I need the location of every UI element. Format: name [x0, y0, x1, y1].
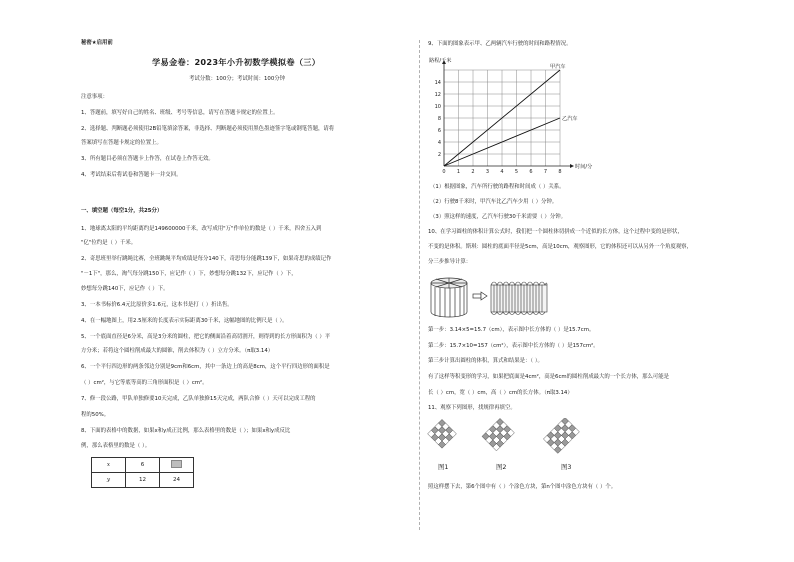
q10-line: 分三步推导计算：: [428, 259, 472, 265]
q11-question: 照这样摆下去，第6个图中有（ ）个涂色方块，第n个图中涂色方块有（ ）个。: [428, 484, 617, 490]
q10-step: 长（ ）cm，宽（ ）cm，高（ ）cm的长方体。（π取3.14）: [428, 390, 573, 396]
y-tick-label: 6: [437, 127, 441, 134]
q9-intro: 9、下面的图象表示甲、乙两辆汽车行驶的时间和路程情况。: [428, 41, 572, 47]
table-y-label: y: [92, 473, 126, 488]
note-line: 答案填写在答题卡规定的位置上。: [81, 140, 162, 146]
series-label: 甲汽车: [550, 64, 566, 70]
question-line: 程的50%。: [81, 412, 110, 418]
note-line: 1、答题前，填写好自己的姓名、班级、考号等信息，请写在答题卡规定的位置上。: [81, 110, 279, 116]
exam-info: 考试分数：100分；考试时间：100分钟: [189, 76, 286, 82]
secret-label: 秘密★启用前: [81, 40, 113, 46]
question-line: 4、在一幅地图上，用2.5厘米的长度表示实际距离30千米，这幅地图的比例尺是（ ）。: [81, 318, 288, 324]
page-title: 学易金卷：2023年小升初数学模拟卷（三）: [152, 57, 321, 67]
y-tick-label: 12: [434, 91, 441, 98]
note-line: 4、考试结束后将试卷和答题卡一并交回。: [81, 172, 182, 178]
question-line: 方分米；若将这个圆柱削成最大的圆锥，削去体积为（ ）立方分米。（π取3.14）: [81, 348, 274, 354]
x-tick-label: 6: [529, 169, 533, 175]
y-tick-label: 14: [434, 79, 441, 86]
x-tick-label: 3: [485, 169, 490, 175]
q10-line: 不变的是体积。斯琪：圆柱的底面半径是5cm，高是10cm，观察图形，它的体积还可以从另外一个角度观察，: [428, 244, 692, 250]
q9-line: （3）照这样的速度，乙汽车行驶30千米需要（ ）分钟。: [430, 214, 566, 220]
question-line: 8、下面的表格中的数据，如果x和y成正比例，那么表格里的数是（ ）；如果x和y成反比: [81, 428, 291, 434]
x-tick-label: 1: [456, 169, 461, 175]
cuboid-icon: [491, 282, 547, 315]
question-line: 6、一个平行四边形的两条邻边分别是9cm和6cm，其中一条边上的高是8cm，这个平行四边形的面积是: [81, 364, 330, 370]
cylinder-to-cuboid-figure: [427, 272, 557, 322]
scribble-icon: [171, 460, 182, 468]
q10-step: 第二步：15.7×10=157（cm²），表示图中长方体的（ ）是157cm²。: [428, 343, 599, 349]
x-tick-label: 5: [514, 169, 519, 175]
q10-step: 有了这样等积变形的学习，如果把底面是4cm²，高是6cm的圆柱削成最大的一个长方体，那么可能是: [428, 374, 670, 380]
question-line: 3、一本书标价6.4元比原价多1.6元，这本书是打（ ）折出售。: [81, 302, 233, 308]
question-line: 5、一个底面直径是6分米，高是3分米的圆柱，把它的侧面沿着高切割开，则得到的长方形面积为（ ）平: [81, 334, 331, 340]
question-line: 1、地球离太阳的平均距离约是149600000千米，改写成用"万"作单位的数是（ ）千米，四舍五入到: [81, 226, 322, 232]
y-tick-label: 10: [434, 103, 441, 110]
y-tick-label: 4: [437, 139, 441, 146]
chart-axes: [429, 56, 593, 170]
section-heading: 一、填空题（每空1分，共25分）: [81, 208, 163, 214]
x-tick-label: 4: [500, 169, 504, 175]
x-tick-label: 2: [471, 169, 475, 175]
q11-intro: 11、观察下列图形，找规律再填空。: [428, 405, 516, 411]
x-tick-label: 0: [442, 169, 446, 175]
table-x-label: x: [92, 458, 126, 473]
question-line: 例，那么表格里的数是（ ）。: [81, 443, 151, 449]
distance-time-chart: [425, 56, 595, 178]
y-axis-label: 路程/千米: [429, 58, 452, 64]
column-divider: [419, 40, 420, 530]
question-line: "－1下"，那么，淘气每分跳150下，应记作（ ）下，妙想每分跳132下，应记作（ ）下，: [81, 271, 297, 277]
q10-step: 第三步计算出圆柱的体积，算式和结果是：（ ）。: [428, 358, 543, 364]
table-blank-cell: [160, 458, 194, 473]
q10-line: 10、在学习圆柱的体积计算公式时，我们把一个圆柱体切拼成一个近似的长方体，这个过程中变的是形状，: [428, 229, 683, 235]
chart-series: [444, 62, 578, 166]
figure-1-label: 图1: [438, 463, 449, 471]
cylinder-icon: [431, 278, 467, 317]
q9-line: （1）根据图象，汽车所行驶的路程和时间成（ ）关系。: [430, 184, 565, 190]
table-cell: 24: [160, 473, 194, 488]
table-cell: 12: [126, 473, 160, 488]
y-tick-label: 8: [437, 115, 441, 122]
series-label: 乙汽车: [562, 116, 578, 122]
x-tick-label: 8: [558, 169, 562, 175]
q9-line: （2）行驶8千米时，甲汽车比乙汽车少用（ ）分钟。: [430, 199, 558, 205]
x-axis-label: 时间/分: [575, 164, 593, 170]
table-cell: 6: [126, 458, 160, 473]
question-line: 妙想每分跳140下，应记作（ ）下。: [81, 286, 169, 292]
question-line: "亿"位约是（ ）千米。: [81, 240, 137, 246]
notes-heading: 注意事项：: [81, 94, 108, 100]
question-line: 7、修一段公路，甲队单独修要10天完成，乙队单独修15天完成，两队合修（ ）天可以完成工程的: [81, 396, 316, 402]
figure-2-label: 图2: [496, 463, 507, 471]
arrow-icon: [473, 292, 487, 300]
question-line: （ ）cm²，与它等底等高的三角形面积是（ ）cm²。: [81, 380, 208, 386]
question-line: 2、奇思班里举行跳绳比赛，全班跳绳平均成绩是每分140下，奇思每分能跳139下，如果奇思的成绩记作: [81, 256, 332, 262]
figure-3-label: 图3: [561, 463, 572, 471]
x-axis-arrow-icon: [570, 164, 574, 168]
proportion-table: [91, 457, 194, 488]
pattern-figures: [425, 418, 605, 458]
note-line: 3、所有题目必须在答题卡上作答，在试卷上作答无效。: [81, 156, 214, 162]
q10-step: 第一步：3.14×5=15.7（cm），表示图中长方体的（ ）是15.7cm。: [428, 327, 595, 333]
y-tick-label: 2: [437, 151, 441, 158]
note-line: 2、选择题、判断题必须使用2B铅笔填涂答案，非选择、判断题必须使用黑色墨迹签字笔或钢笔答题，请将: [81, 126, 335, 132]
x-tick-label: 7: [543, 169, 548, 175]
